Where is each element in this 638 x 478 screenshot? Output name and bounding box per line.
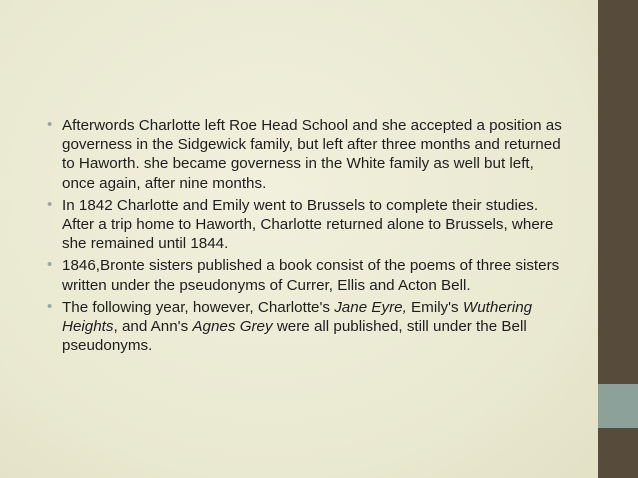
bullet-list [47, 116, 567, 358]
bullet-text-4-part-1: The following year, however, Charlotte's [62, 298, 335, 316]
bullet-text-3: 1846,Bronte sisters published a book consist of the poems of three sisters written under the pseudonyms of Currer, Ellis and Acton Bell. [62, 257, 560, 294]
bullet-dot-icon: • [47, 116, 53, 133]
accent-square [598, 384, 638, 428]
bullet-dot-icon: • [47, 195, 53, 213]
bullet-text-4-part-5: , and Ann's [113, 318, 193, 336]
bullet-item-3 [47, 256, 567, 294]
bullet-text-4-part-3: Emily's [406, 298, 463, 316]
book-title-jane-eyre: Jane Eyre, [334, 298, 407, 316]
book-title-agnes-grey: Agnes Grey [192, 318, 273, 336]
bullet-item-1 [47, 116, 567, 193]
bullet-text-2: In 1842 Charlotte and Emily went to Brussels to complete their studies. After a trip home to Haworth, Charlotte returned alone to Brussels, where she remained until 1844. [62, 196, 554, 253]
bullet-item-2 [47, 196, 567, 254]
bullet-text-4 [62, 299, 532, 354]
bullet-item-4 [47, 298, 567, 356]
bullet-dot-icon: • [47, 297, 53, 315]
book-title-wuthering-heights: Wuthering Heights [62, 298, 533, 336]
bullet-dot-icon: • [47, 256, 53, 274]
bullet-text-4-part-7: were all published, still under the Bell pseudonyms. [62, 318, 527, 355]
bullet-text-1: Afterwords Charlotte left Roe Head School and she accepted a position as governess in the Sidgewick family, but left after three months and returned to Haworth. she became governess in the White family as well but left, once again, after nine months. [62, 117, 562, 192]
